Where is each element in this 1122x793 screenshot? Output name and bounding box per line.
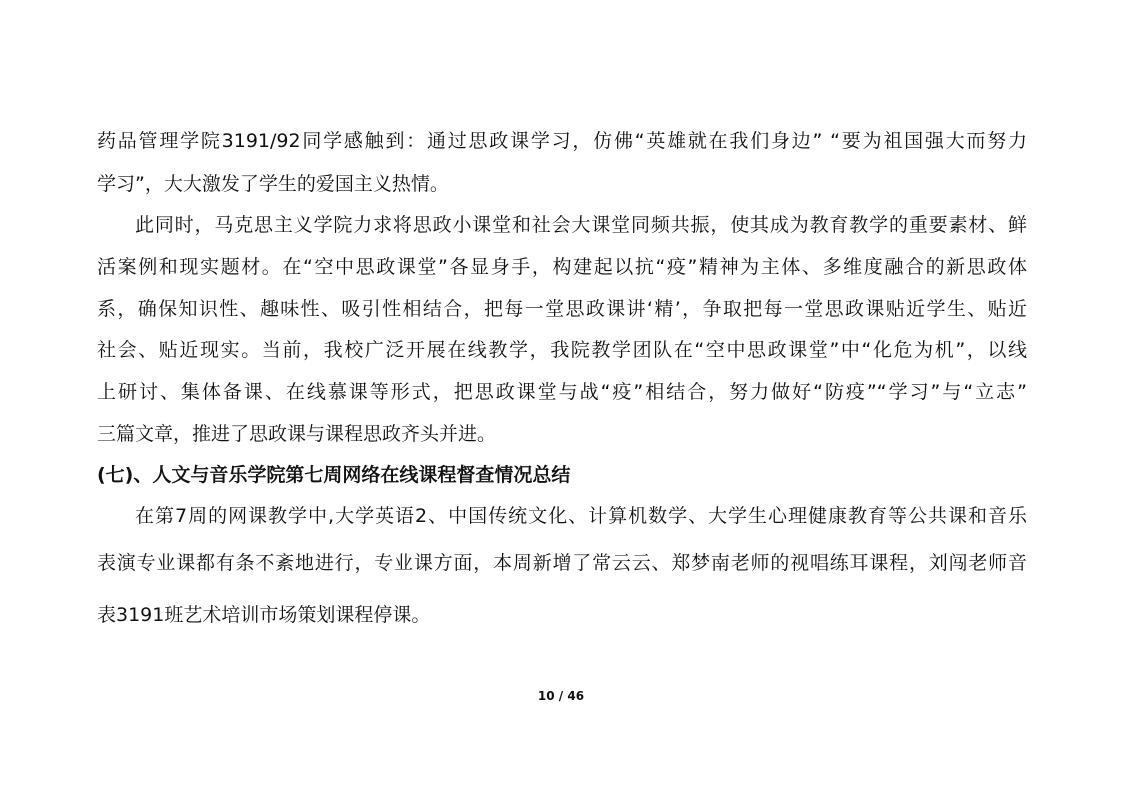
paragraph-3-line-3: 表3191班艺术培训市场策划课程停课。 — [97, 604, 431, 626]
paragraph-2-line-2: 活案例和现实题材。在“空中思政课堂”各显身手，构建起以抗“疫”精神为主体、多维度融合的新思政体 — [97, 256, 1027, 278]
paragraph-1-line-1: 药品管理学院3191/92同学感触到：通过思政课学习，仿佛“英雄就在我们身边” “要为祖国强大而努力 — [97, 130, 1027, 152]
paragraph-1-line-2: 学习”，大大激发了学生的爱国主义热情。 — [97, 173, 449, 195]
section-heading: (七)、人文与音乐学院第七周网络在线课程督查情况总结 — [97, 464, 571, 486]
page-number: 10 / 46 — [537, 689, 585, 703]
paragraph-3-line-1: 在第7周的网课教学中,大学英语2、中国传统文化、计算机数学、大学生心理健康教育等公共课和音乐 — [135, 505, 1027, 527]
paragraph-2-line-4: 社会、贴近现实。当前，我校广泛开展在线教学，我院教学团队在“空中思政课堂”中“化危为机”，以线 — [97, 339, 1027, 361]
paragraph-2-line-1: 此同时，马克思主义学院力求将思政小课堂和社会大课堂同频共振，使其成为教育教学的重要素材、鲜 — [135, 214, 1027, 236]
paragraph-2-line-6: 三篇文章，推进了思政课与课程思政齐头并进。 — [97, 423, 497, 445]
paragraph-2-line-5: 上研讨、集体备课、在线慕课等形式，把思政课堂与战“疫”相结合，努力做好“防疫”“学习”与“立志” — [97, 381, 1027, 403]
paragraph-3-line-2: 表演专业课都有条不紊地进行，专业课方面，本周新增了常云云、郑梦南老师的视唱练耳课程，刘闯老师音 — [97, 552, 1027, 574]
paragraph-2-line-3: 系，确保知识性、趣味性、吸引性相结合，把每一堂思政课讲‘精’，争取把每一堂思政课贴近学生、贴近 — [97, 298, 1027, 320]
